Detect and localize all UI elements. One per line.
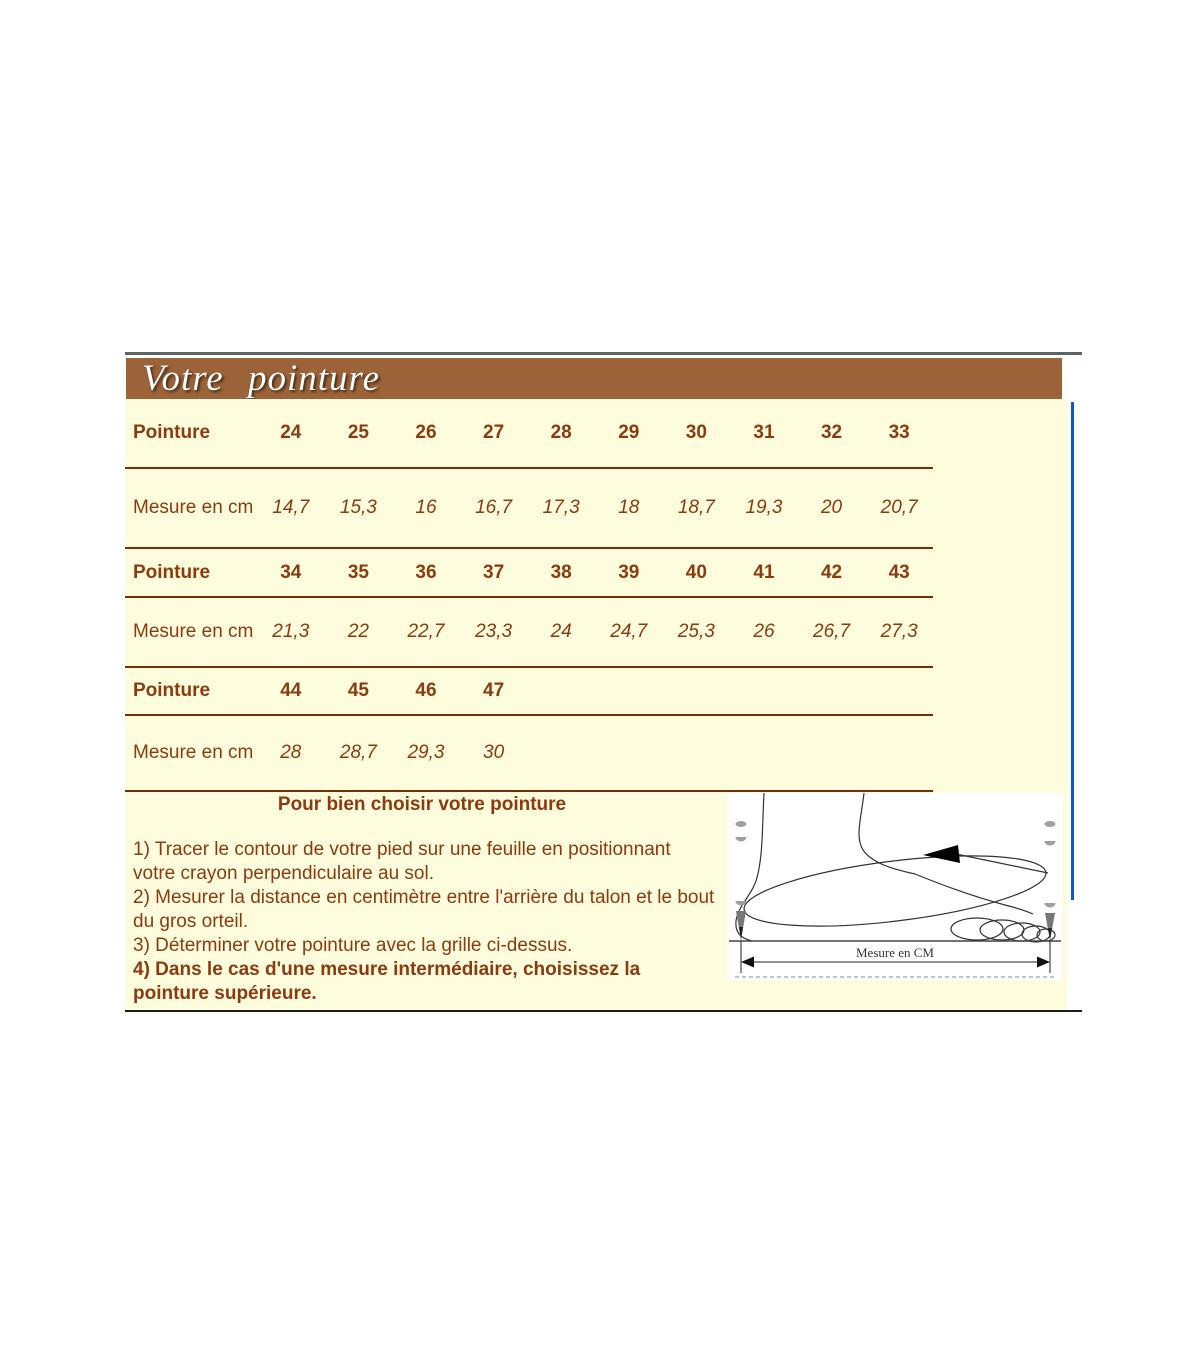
size-value: 44: [257, 667, 325, 715]
size-table: [125, 399, 933, 792]
cm-value: 17,3: [527, 468, 595, 548]
guide-step-1: 1) Tracer le contour de votre pied sur une feuille en positionnant votre crayon perpendiculaire au sol.: [133, 839, 671, 884]
table-row: [125, 667, 933, 715]
cm-value: 26: [730, 597, 798, 667]
cm-value: 24: [527, 597, 595, 667]
arrow-right-icon: [1037, 957, 1050, 968]
row-label: Pointure: [125, 548, 257, 597]
size-value: [595, 667, 663, 715]
cm-value: 26,7: [798, 597, 866, 667]
size-value: 26: [392, 399, 460, 468]
table-row: [125, 548, 933, 597]
cm-value: [527, 715, 595, 791]
cm-value: [865, 715, 933, 791]
cm-value: 28: [257, 715, 325, 791]
table-row: [125, 468, 933, 548]
size-value: 32: [798, 399, 866, 468]
cm-value: 28,7: [325, 715, 393, 791]
row-label: Mesure en cm: [125, 468, 257, 548]
size-value: 24: [257, 399, 325, 468]
section-title: Votre pointure: [142, 358, 380, 399]
size-value: 41: [730, 548, 798, 597]
size-value: 35: [325, 548, 393, 597]
row-label: Mesure en cm: [125, 715, 257, 791]
foot-measurement-figure: [727, 793, 1063, 980]
guide-step-2: 2) Mesurer la distance en centimètre entre l'arrière du talon et le bout du gros orteil.: [133, 887, 715, 932]
pencil-left-icon: [736, 821, 747, 940]
size-value: [798, 667, 866, 715]
size-value: [527, 667, 595, 715]
cm-value: 22,7: [392, 597, 460, 667]
cm-value: [663, 715, 731, 791]
size-value: 46: [392, 667, 460, 715]
size-value: 25: [325, 399, 393, 468]
size-value: 37: [460, 548, 528, 597]
bottom-divider: [125, 1010, 1082, 1012]
size-value: 43: [865, 548, 933, 597]
cm-value: 15,3: [325, 468, 393, 548]
pencil-right-icon: [1045, 821, 1056, 940]
size-value: 34: [257, 548, 325, 597]
direction-arrow-icon: [923, 845, 960, 863]
guide-steps: [133, 838, 718, 1006]
cm-value: [730, 715, 798, 791]
size-value: 47: [460, 667, 528, 715]
size-value: 33: [865, 399, 933, 468]
guide-step-3: 3) Déterminer votre pointure avec la grille ci-dessus.: [133, 935, 573, 956]
cm-value: [595, 715, 663, 791]
size-value: 39: [595, 548, 663, 597]
cm-value: [798, 715, 866, 791]
size-value: [730, 667, 798, 715]
right-blue-divider: [1071, 402, 1074, 900]
size-value: 29: [595, 399, 663, 468]
size-value: 45: [325, 667, 393, 715]
cm-value: 21,3: [257, 597, 325, 667]
row-label: Pointure: [125, 399, 257, 468]
guide-heading: Pour bien choisir votre pointure: [277, 794, 567, 815]
foot-drawing: [727, 793, 1063, 980]
cm-value: 20: [798, 468, 866, 548]
guide-step-4: 4) Dans le cas d'une mesure intermédiaire, choisissez la pointure supérieure.: [133, 959, 641, 1004]
traced-contour: [740, 843, 1049, 940]
cm-value: 19,3: [730, 468, 798, 548]
section-title-bar: [126, 358, 1062, 400]
cm-value: 16: [392, 468, 460, 548]
cm-value: 23,3: [460, 597, 528, 667]
cm-value: 18,7: [663, 468, 731, 548]
cm-value: 29,3: [392, 715, 460, 791]
size-value: 27: [460, 399, 528, 468]
cm-value: 14,7: [257, 468, 325, 548]
cm-value: 22: [325, 597, 393, 667]
size-value: 31: [730, 399, 798, 468]
size-value: [663, 667, 731, 715]
cm-value: 25,3: [663, 597, 731, 667]
foot-outline: [736, 793, 1055, 942]
size-value: 28: [527, 399, 595, 468]
size-value: 36: [392, 548, 460, 597]
table-row: [125, 399, 933, 468]
size-value: 38: [527, 548, 595, 597]
cm-value: 20,7: [865, 468, 933, 548]
size-value: [865, 667, 933, 715]
arrow-left-icon: [741, 957, 754, 968]
row-label: Mesure en cm: [125, 597, 257, 667]
size-value: 42: [798, 548, 866, 597]
size-value: 30: [663, 399, 731, 468]
table-row: [125, 715, 933, 791]
cm-value: 16,7: [460, 468, 528, 548]
cm-value: 30: [460, 715, 528, 791]
figure-caption: Mesure en CM: [856, 945, 934, 960]
row-label: Pointure: [125, 667, 257, 715]
cm-value: 18: [595, 468, 663, 548]
top-divider: [125, 352, 1082, 355]
size-value: 40: [663, 548, 731, 597]
cm-value: 27,3: [865, 597, 933, 667]
table-row: [125, 597, 933, 667]
cm-value: 24,7: [595, 597, 663, 667]
